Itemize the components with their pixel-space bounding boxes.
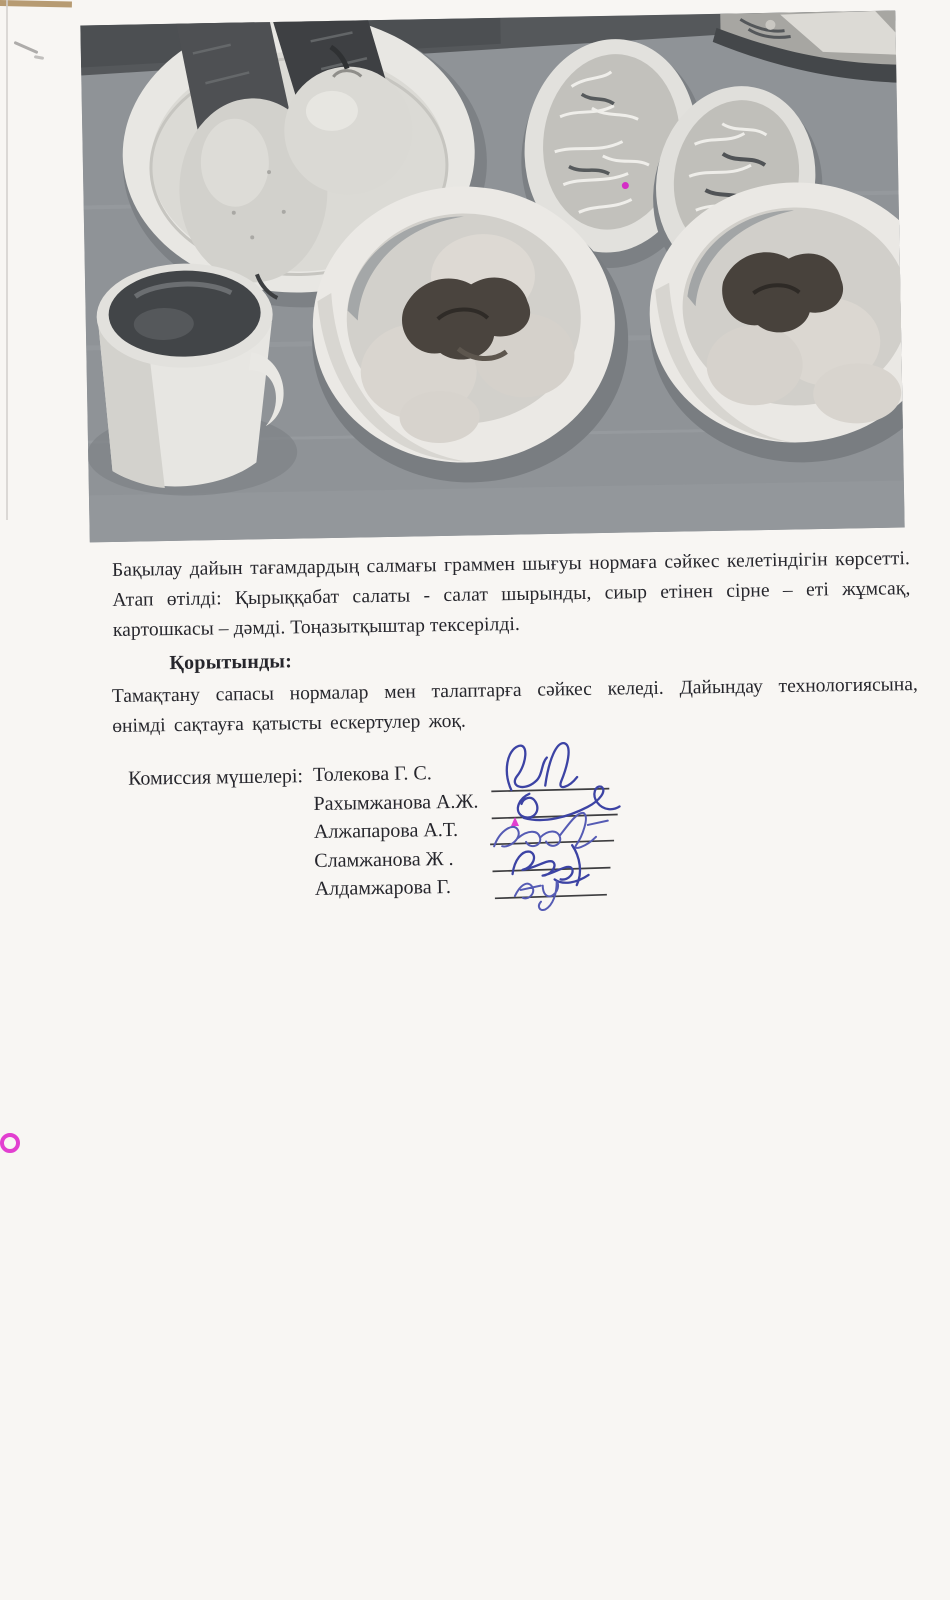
- conclusion-heading: Қорытынды:: [169, 650, 293, 675]
- paragraph-conclusion: Тамақтану сапасы нормалар мен талаптарға сәйкес келеді. Дайындау технологиясына, өнімді сақтауға қатысты ескертулер жоқ.: [111, 674, 918, 737]
- signatures-block: [482, 732, 625, 919]
- member-name: Алжапарова А.Т.: [313, 818, 459, 844]
- member-name: Алдамжарова Г.: [314, 875, 452, 900]
- paragraph-observation: Бақылау дайын тағамдардың салмағы граммен шығуы нормаға сәйкес келетіндігін көрсетті. Атап өтілді: Қырыққабат салаты - салат шырынды, сиыр етінен сірне – еті жұмсақ, картошкасы – дәмді. Тоңазытқыштар тексерілді.: [111, 548, 911, 641]
- member-name: Рахымжанова А.Ж.: [313, 790, 479, 815]
- member-name: Сламжанова Ж .: [314, 847, 454, 872]
- commission-members-list: [313, 759, 480, 904]
- signature-ink: [493, 742, 621, 910]
- magenta-ring-mark: [0, 1133, 20, 1153]
- magenta-caret-mark: [511, 817, 519, 826]
- commission-label: Комиссия мүшелері:: [127, 765, 304, 790]
- member-name: Толекова Г. С.: [312, 762, 432, 787]
